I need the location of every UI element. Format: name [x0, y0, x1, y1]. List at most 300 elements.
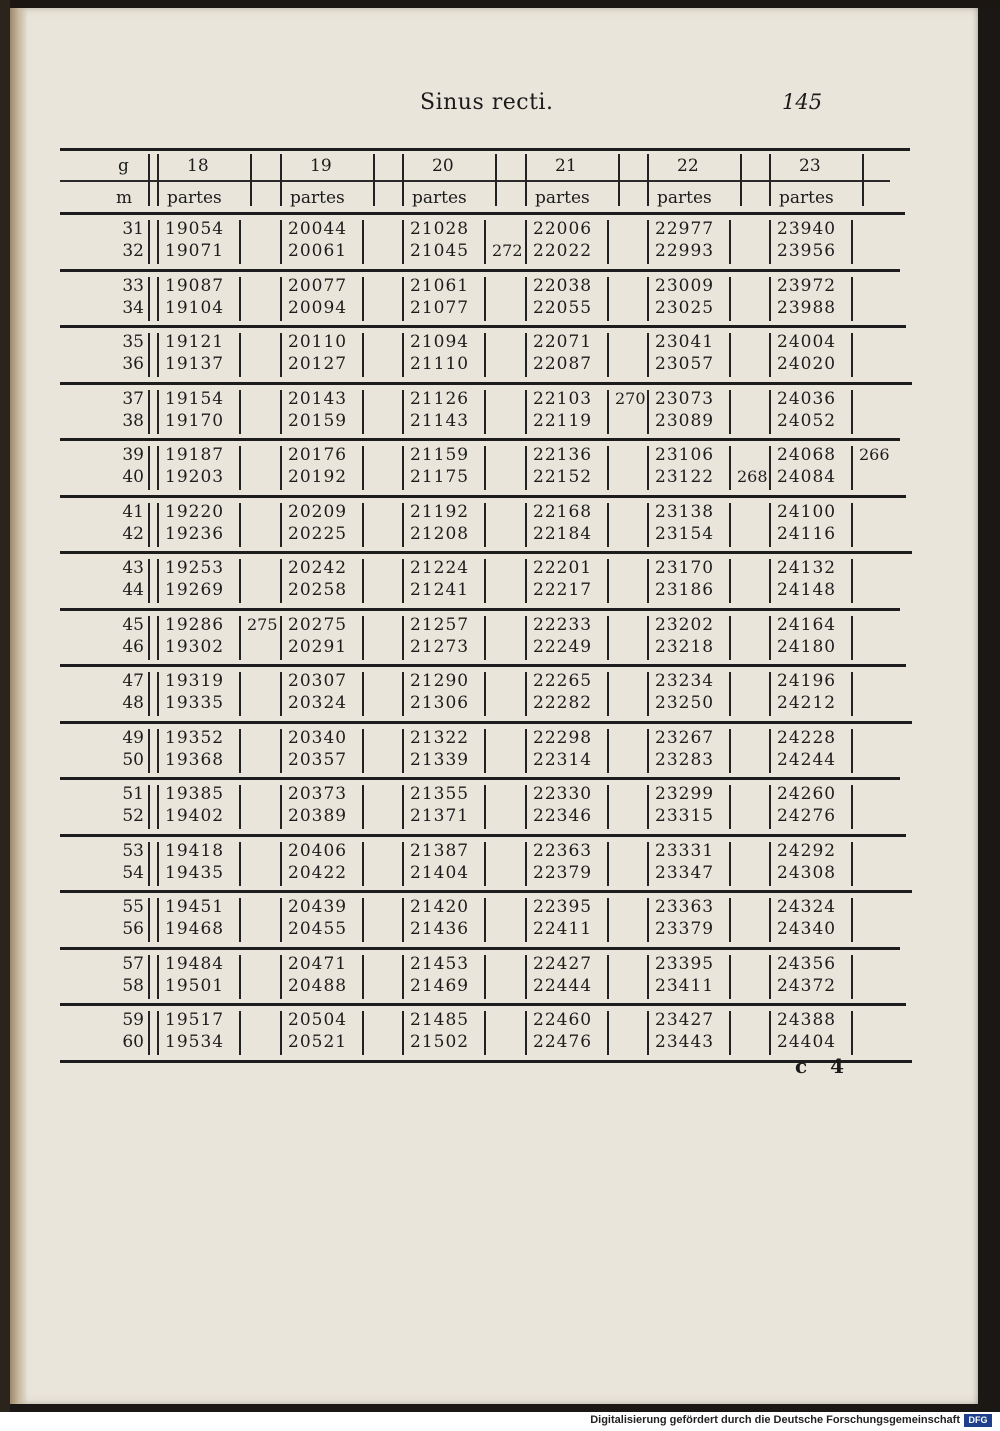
sine-value: 22152 [533, 467, 593, 487]
sine-value: 19484 [165, 953, 225, 974]
sine-value: 24100 [777, 501, 837, 522]
sine-value: 19187 [165, 445, 225, 465]
value-divider-right [362, 503, 364, 547]
value-divider-left [402, 503, 404, 547]
sine-value: 20143 [288, 388, 348, 409]
value-divider-right [607, 898, 609, 942]
value-divider-left [647, 559, 649, 603]
value-divider-left [402, 898, 404, 942]
value-divider-left [280, 729, 282, 773]
value-divider-right [729, 277, 731, 321]
difference-value: 275 [247, 614, 278, 634]
value-divider-left [647, 503, 649, 547]
sine-value: 24148 [777, 580, 837, 600]
sine-value: 20275 [288, 614, 348, 635]
value-divider-right [239, 333, 241, 377]
sine-value: 24132 [777, 558, 837, 578]
minute-divider [148, 446, 150, 490]
difference-value: 268 [737, 467, 768, 486]
value-divider-right [607, 503, 609, 547]
partes-header: partes [167, 188, 222, 208]
value-divider-left [157, 955, 159, 999]
sine-value: 20094 [288, 297, 348, 318]
value-divider-right [484, 277, 486, 321]
header-degree-label: g [118, 156, 129, 176]
minute-number: 48 [122, 693, 144, 713]
minute-number: 56 [122, 919, 144, 939]
value-divider-right [729, 559, 731, 603]
sine-value: 23106 [655, 445, 715, 465]
sine-value: 21192 [410, 501, 470, 522]
minute-divider [148, 333, 150, 377]
value-divider-right [239, 955, 241, 999]
sine-value: 19501 [165, 975, 225, 996]
value-divider-right [729, 333, 731, 377]
degree-header: 22 [677, 156, 699, 176]
value-divider-right [484, 503, 486, 547]
sine-value: 24244 [777, 749, 837, 770]
sine-value: 20373 [288, 784, 348, 804]
sine-value: 23427 [655, 1010, 715, 1030]
degree-header: 20 [432, 156, 454, 176]
value-divider-left [647, 672, 649, 716]
sine-value: 22168 [533, 501, 593, 522]
column-divider [495, 154, 497, 206]
partes-header: partes [779, 188, 834, 208]
value-divider-right [239, 220, 241, 264]
group-rule [60, 1060, 912, 1063]
value-divider-left [647, 898, 649, 942]
minute-number: 33 [122, 275, 144, 296]
value-divider-right [362, 729, 364, 773]
minute-number: 54 [122, 862, 144, 883]
sine-value: 24020 [777, 354, 837, 374]
sine-value: 21126 [410, 388, 470, 409]
sine-value: 23411 [655, 975, 715, 996]
value-divider-right [239, 446, 241, 490]
value-divider-right [239, 1011, 241, 1055]
sine-value: 23956 [777, 241, 837, 261]
value-divider-right [851, 729, 853, 773]
value-divider-right [729, 390, 731, 434]
sine-value: 24276 [777, 806, 837, 826]
sine-value: 24404 [777, 1032, 837, 1052]
sine-value: 19517 [165, 1010, 225, 1030]
value-divider-left [157, 842, 159, 886]
minute-number: 51 [122, 784, 144, 804]
scan-frame-top [0, 0, 1000, 8]
group-rule [60, 721, 912, 724]
sine-value: 20225 [288, 523, 348, 544]
value-divider-right [484, 898, 486, 942]
value-divider-left [157, 503, 159, 547]
value-divider-left [525, 390, 527, 434]
sine-value: 20077 [288, 275, 348, 296]
value-divider-right [729, 955, 731, 999]
value-divider-right [239, 616, 241, 660]
sine-value: 19054 [165, 219, 225, 239]
value-divider-right [851, 277, 853, 321]
value-divider-left [647, 446, 649, 490]
value-divider-left [157, 898, 159, 942]
minute-number: 45 [122, 614, 144, 635]
value-divider-right [851, 559, 853, 603]
value-divider-left [402, 277, 404, 321]
sine-value: 19071 [165, 241, 225, 261]
sine-value: 19451 [165, 897, 225, 917]
sine-value: 19319 [165, 671, 225, 691]
sine-value: 24084 [777, 467, 837, 487]
sine-value: 23122 [655, 467, 715, 487]
degree-header: 19 [310, 156, 332, 176]
value-divider-right [607, 729, 609, 773]
sine-value: 24164 [777, 614, 837, 635]
minute-number: 47 [122, 671, 144, 691]
minute-number: 50 [122, 749, 144, 770]
sine-value: 21159 [410, 445, 470, 465]
value-divider-right [362, 616, 364, 660]
value-divider-left [402, 785, 404, 829]
sine-value: 23186 [655, 580, 715, 600]
sine-value: 21485 [410, 1010, 470, 1030]
column-divider [647, 154, 649, 206]
value-divider-right [362, 333, 364, 377]
value-divider-left [157, 616, 159, 660]
sine-value: 23988 [777, 297, 837, 318]
group-rule [60, 608, 900, 611]
sine-value: 23940 [777, 219, 837, 239]
sine-value: 20521 [288, 1032, 348, 1052]
column-divider [740, 154, 742, 206]
minute-number: 53 [122, 840, 144, 861]
minute-number: 39 [122, 445, 144, 465]
sine-value: 19286 [165, 614, 225, 635]
value-divider-left [525, 1011, 527, 1055]
column-divider [769, 154, 771, 206]
value-divider-right [239, 277, 241, 321]
value-divider-right [851, 898, 853, 942]
running-head: Sinus recti. [420, 90, 554, 115]
sine-value: 19468 [165, 919, 225, 939]
sine-value: 22217 [533, 580, 593, 600]
sine-value: 21339 [410, 749, 470, 770]
sine-value: 23379 [655, 919, 715, 939]
value-divider-left [769, 729, 771, 773]
sine-value: 24228 [777, 727, 837, 748]
sine-value: 20455 [288, 919, 348, 939]
value-divider-left [769, 672, 771, 716]
degree-header: 23 [799, 156, 821, 176]
sine-value: 23025 [655, 297, 715, 318]
value-divider-left [647, 842, 649, 886]
sine-value: 22460 [533, 1010, 593, 1030]
minute-divider [148, 1011, 150, 1055]
sine-value: 23443 [655, 1032, 715, 1052]
sine-value: 20192 [288, 467, 348, 487]
value-divider-right [729, 729, 731, 773]
value-divider-left [402, 729, 404, 773]
sine-value: 21061 [410, 275, 470, 296]
sine-value: 21420 [410, 897, 470, 917]
value-divider-left [769, 559, 771, 603]
value-divider-left [647, 785, 649, 829]
sine-value: 23331 [655, 840, 715, 861]
value-divider-left [402, 842, 404, 886]
minute-divider [148, 503, 150, 547]
sine-value: 21306 [410, 693, 470, 713]
sine-value: 23250 [655, 693, 715, 713]
sine-value: 22265 [533, 671, 593, 691]
sine-value: 23041 [655, 332, 715, 352]
value-divider-right [362, 1011, 364, 1055]
value-divider-right [607, 1011, 609, 1055]
sine-value: 19335 [165, 693, 225, 713]
value-divider-left [157, 446, 159, 490]
value-divider-left [402, 616, 404, 660]
sine-value: 19385 [165, 784, 225, 804]
value-divider-right [851, 220, 853, 264]
value-divider-right [607, 616, 609, 660]
minute-divider [148, 898, 150, 942]
group-rule [60, 834, 906, 837]
sine-value: 21241 [410, 580, 470, 600]
value-divider-left [525, 672, 527, 716]
sine-value: 19104 [165, 297, 225, 318]
sine-value: 23347 [655, 862, 715, 883]
sine-value: 22314 [533, 749, 593, 770]
sine-value: 21436 [410, 919, 470, 939]
sine-value: 22022 [533, 241, 593, 261]
value-divider-left [157, 559, 159, 603]
value-divider-left [647, 277, 649, 321]
sine-value: 19087 [165, 275, 225, 296]
sine-value: 21387 [410, 840, 470, 861]
sine-value: 20307 [288, 671, 348, 691]
sine-value: 23363 [655, 897, 715, 917]
value-divider-right [362, 446, 364, 490]
value-divider-left [157, 785, 159, 829]
sine-value: 20291 [288, 636, 348, 657]
value-divider-left [280, 672, 282, 716]
sine-value: 20406 [288, 840, 348, 861]
column-divider [525, 154, 527, 206]
sine-value: 19137 [165, 354, 225, 374]
group-rule [60, 325, 906, 328]
sine-value: 21143 [410, 410, 470, 431]
sine-value: 22055 [533, 297, 593, 318]
sine-value: 20044 [288, 219, 348, 239]
value-divider-right [484, 729, 486, 773]
sine-value: 23073 [655, 388, 715, 409]
sine-value: 20439 [288, 897, 348, 917]
sine-value: 21273 [410, 636, 470, 657]
degree-header: 18 [187, 156, 209, 176]
minute-divider [148, 672, 150, 716]
value-divider-left [525, 616, 527, 660]
value-divider-left [769, 955, 771, 999]
value-divider-left [769, 1011, 771, 1055]
column-divider [157, 154, 159, 206]
value-divider-left [402, 559, 404, 603]
value-divider-right [729, 1011, 731, 1055]
value-divider-right [239, 785, 241, 829]
minute-number: 36 [122, 354, 144, 374]
value-divider-right [851, 390, 853, 434]
minute-number: 46 [122, 636, 144, 657]
minute-number: 49 [122, 727, 144, 748]
value-divider-left [280, 559, 282, 603]
minute-number: 59 [122, 1010, 144, 1030]
sine-value: 23154 [655, 523, 715, 544]
value-divider-left [157, 729, 159, 773]
sine-value: 22184 [533, 523, 593, 544]
value-divider-left [402, 1011, 404, 1055]
sine-value: 20209 [288, 501, 348, 522]
value-divider-right [239, 898, 241, 942]
minute-number: 55 [122, 897, 144, 917]
sine-value: 20061 [288, 241, 348, 261]
difference-value: 266 [859, 445, 890, 464]
value-divider-left [525, 842, 527, 886]
sine-value: 22298 [533, 727, 593, 748]
value-divider-right [484, 390, 486, 434]
sine-value: 23138 [655, 501, 715, 522]
group-rule [60, 438, 900, 441]
sine-value: 24292 [777, 840, 837, 861]
sine-value: 19154 [165, 388, 225, 409]
sine-value: 22411 [533, 919, 593, 939]
minute-divider [148, 616, 150, 660]
sine-value: 20324 [288, 693, 348, 713]
sine-value: 21045 [410, 241, 470, 261]
sine-value: 24180 [777, 636, 837, 657]
sine-value: 21404 [410, 862, 470, 883]
sine-value: 21290 [410, 671, 470, 691]
value-divider-left [647, 390, 649, 434]
sine-value: 19534 [165, 1032, 225, 1052]
value-divider-left [525, 559, 527, 603]
partes-header: partes [657, 188, 712, 208]
value-divider-left [402, 333, 404, 377]
sine-value: 22006 [533, 219, 593, 239]
value-divider-left [157, 277, 159, 321]
dfg-logo: DFG [964, 1414, 992, 1427]
minute-number: 31 [122, 219, 144, 239]
minute-divider [148, 729, 150, 773]
column-divider [250, 154, 252, 206]
table-top-rule [60, 148, 910, 151]
value-divider-right [729, 672, 731, 716]
sine-value: 19236 [165, 523, 225, 544]
value-divider-right [362, 672, 364, 716]
group-rule [60, 664, 906, 667]
sine-value: 20242 [288, 558, 348, 578]
value-divider-left [647, 955, 649, 999]
group-rule [60, 382, 912, 385]
book-page [10, 8, 978, 1404]
value-divider-right [239, 559, 241, 603]
minute-divider [148, 277, 150, 321]
sine-value: 22444 [533, 975, 593, 996]
sine-value: 20389 [288, 806, 348, 826]
column-divider [862, 154, 864, 206]
sine-value: 23202 [655, 614, 715, 635]
sine-value: 19352 [165, 727, 225, 748]
sine-value: 20340 [288, 727, 348, 748]
value-divider-left [647, 220, 649, 264]
sine-value: 21257 [410, 614, 470, 635]
header-divider [148, 154, 150, 206]
value-divider-right [607, 220, 609, 264]
value-divider-right [607, 446, 609, 490]
value-divider-right [607, 390, 609, 434]
value-divider-left [280, 785, 282, 829]
sine-value: 23170 [655, 558, 715, 578]
value-divider-left [280, 1011, 282, 1055]
sine-value: 24308 [777, 862, 837, 883]
value-divider-right [362, 898, 364, 942]
value-divider-left [157, 333, 159, 377]
sine-value: 22249 [533, 636, 593, 657]
value-divider-right [729, 898, 731, 942]
minute-number: 43 [122, 558, 144, 578]
value-divider-right [239, 390, 241, 434]
scan-frame-left [0, 0, 10, 1412]
value-divider-left [280, 220, 282, 264]
sine-value: 20127 [288, 354, 348, 374]
sine-value: 19253 [165, 558, 225, 578]
sine-value: 20110 [288, 332, 348, 352]
sine-value: 21028 [410, 219, 470, 239]
sine-value: 19269 [165, 580, 225, 600]
sine-value: 23057 [655, 354, 715, 374]
partes-header: partes [412, 188, 467, 208]
minute-number: 57 [122, 953, 144, 974]
value-divider-right [239, 672, 241, 716]
value-divider-left [402, 390, 404, 434]
sine-value: 19418 [165, 840, 225, 861]
sine-value: 24324 [777, 897, 837, 917]
value-divider-left [647, 333, 649, 377]
column-divider [402, 154, 404, 206]
difference-value: 272 [492, 241, 523, 260]
value-divider-left [280, 898, 282, 942]
minute-number: 35 [122, 332, 144, 352]
minute-number: 37 [122, 388, 144, 409]
value-divider-left [525, 898, 527, 942]
value-divider-right [484, 559, 486, 603]
value-divider-left [402, 955, 404, 999]
value-divider-left [525, 446, 527, 490]
value-divider-right [607, 842, 609, 886]
value-divider-right [607, 672, 609, 716]
minute-divider [148, 390, 150, 434]
value-divider-left [157, 672, 159, 716]
sine-value: 23009 [655, 275, 715, 296]
group-rule [60, 890, 912, 893]
sine-value: 24004 [777, 332, 837, 352]
footer-credit: Digitalisierung gefördert durch die Deutsche Forschungsgemeinschaft [590, 1414, 960, 1426]
group-rule [60, 495, 906, 498]
sine-value: 24068 [777, 445, 837, 465]
sine-value: 22977 [655, 219, 715, 239]
value-divider-right [851, 616, 853, 660]
sine-value: 24212 [777, 693, 837, 713]
sine-value: 22379 [533, 862, 593, 883]
header-minute-label: m [116, 188, 133, 208]
minute-number: 32 [122, 241, 144, 261]
sine-value: 19368 [165, 749, 225, 770]
